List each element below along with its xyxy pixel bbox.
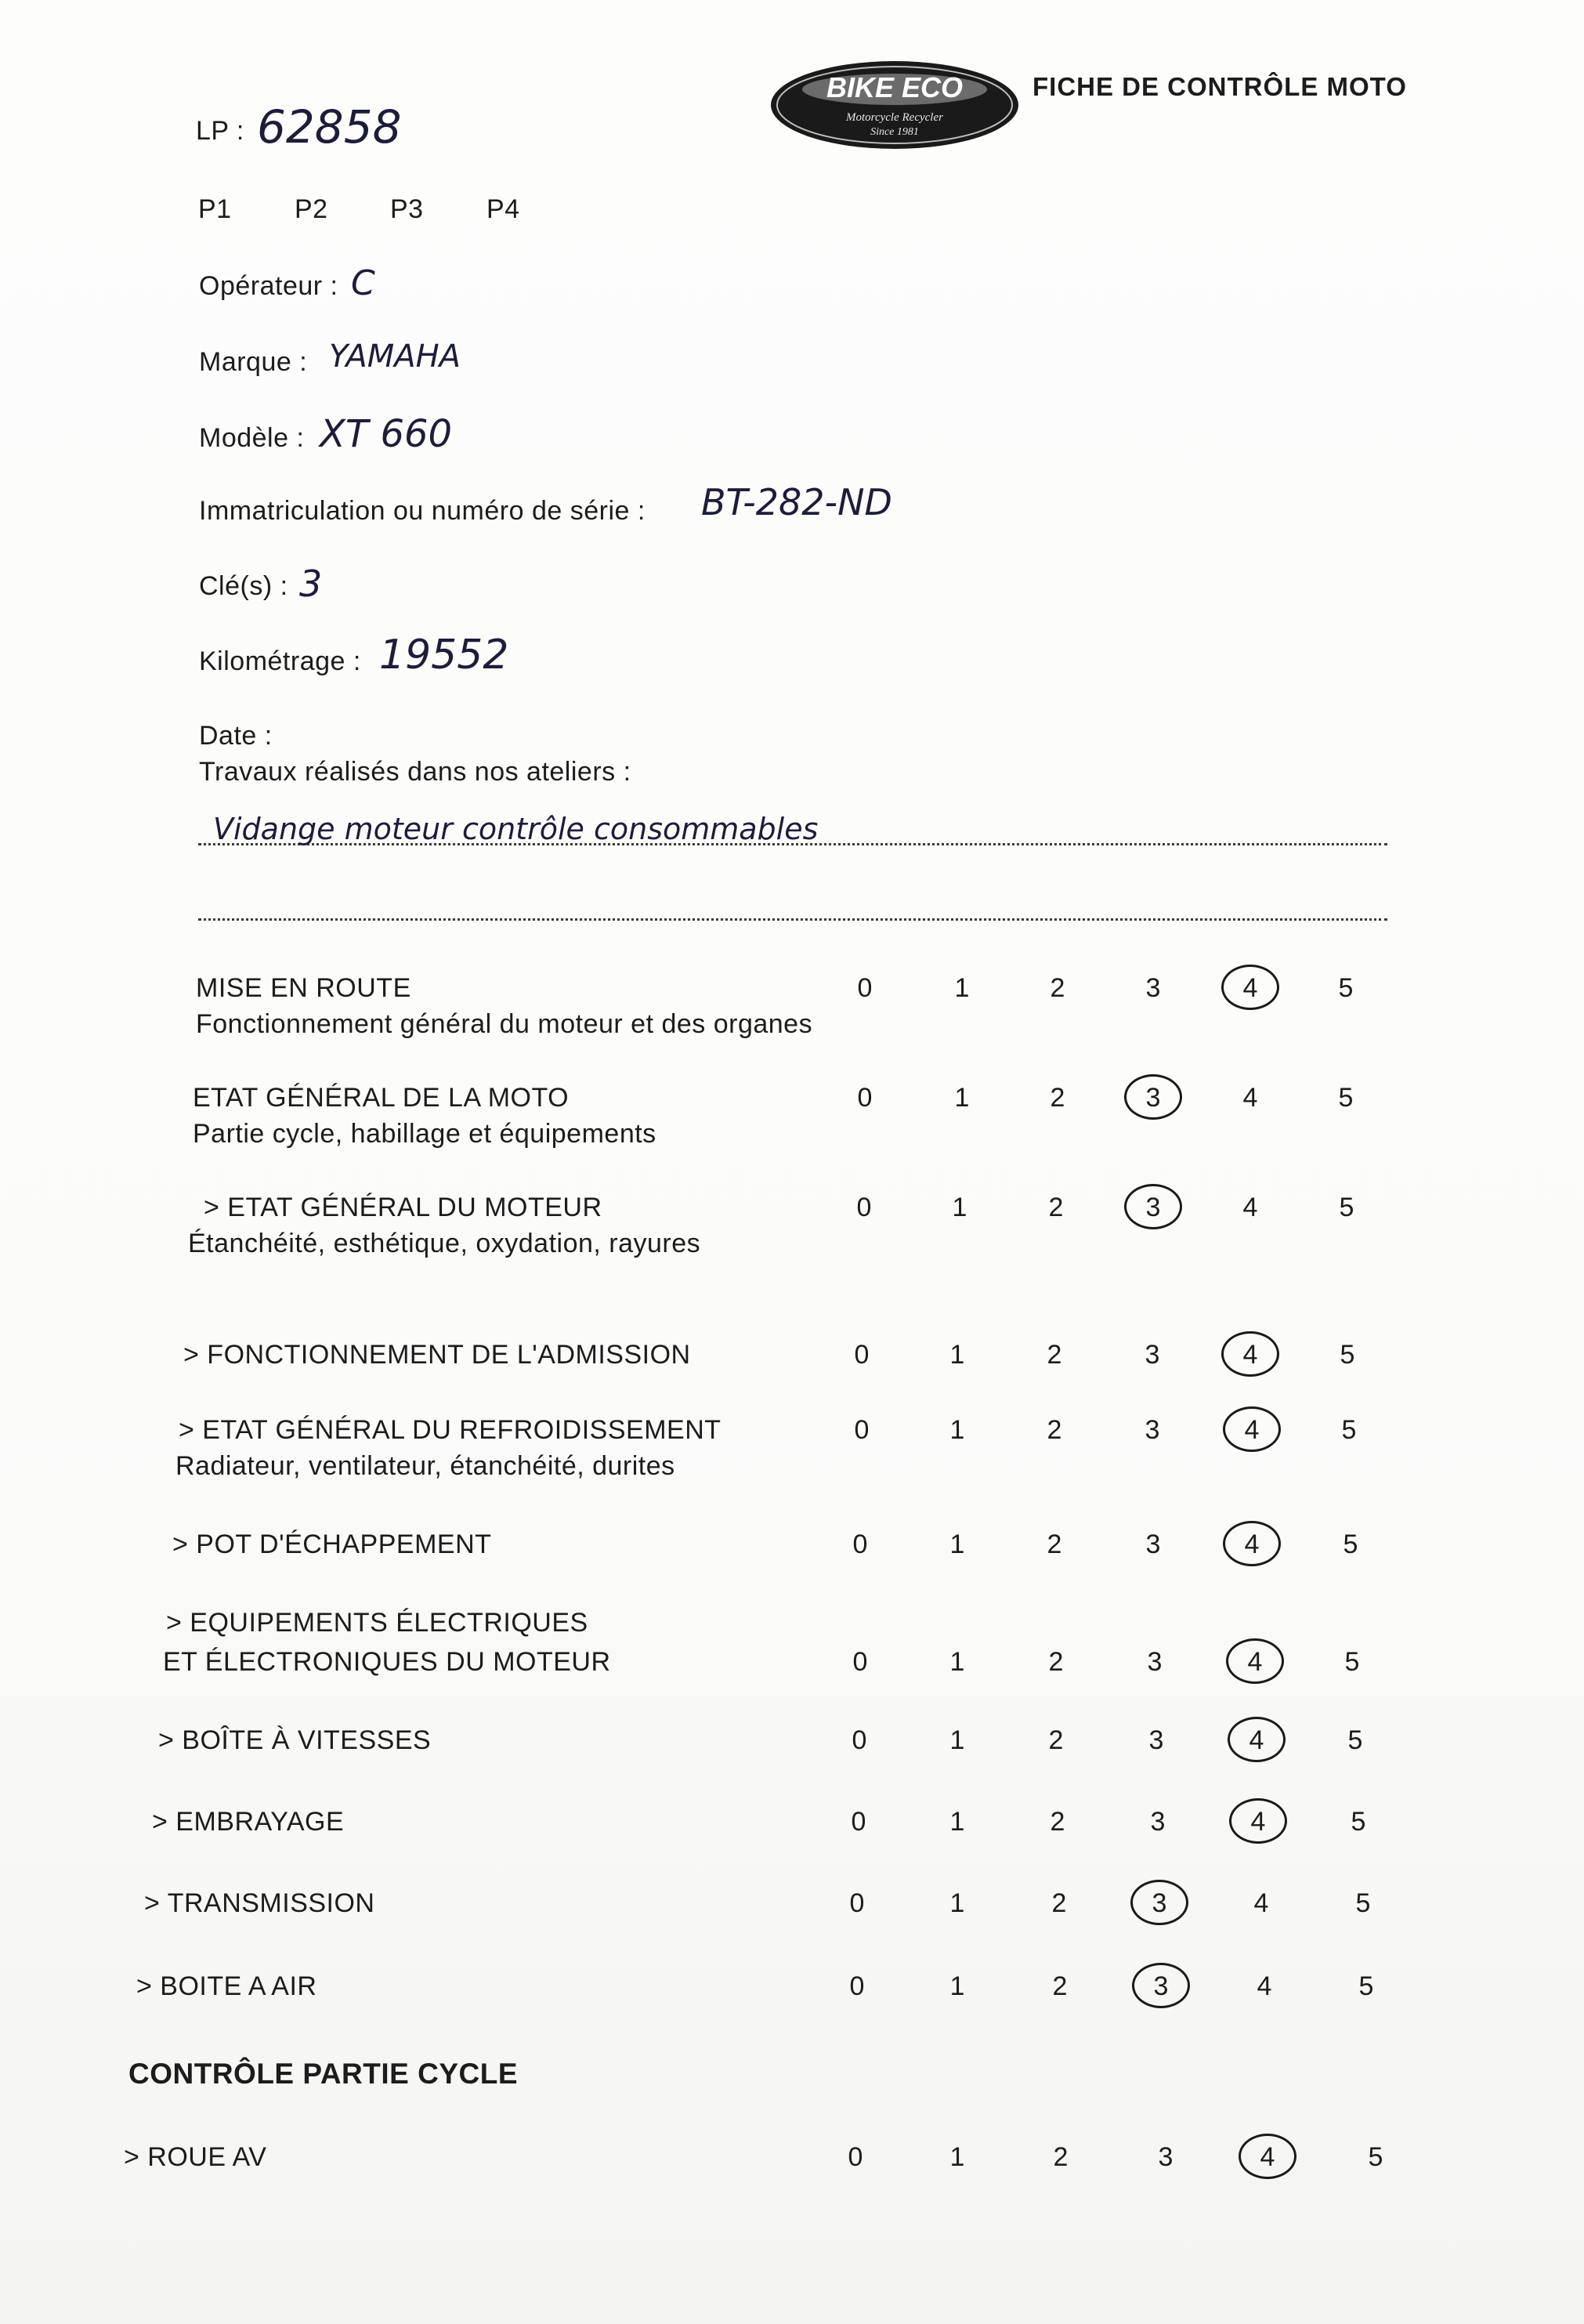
check-row-score-option-0: 0 — [849, 1888, 865, 1918]
check-row-score-option-5: 5 — [1341, 1415, 1357, 1445]
check-row-title: MISE EN ROUTE — [196, 973, 411, 1003]
modele-label: Modèle : — [199, 423, 305, 453]
check-row-selected-circle — [1228, 1717, 1286, 1762]
check-row-selected-circle — [1223, 1521, 1281, 1566]
modele-value: XT 660 — [320, 412, 453, 456]
cycle-check-row-score-option-1: 1 — [949, 2142, 965, 2172]
check-row-score-option-5: 5 — [1351, 1807, 1366, 1837]
check-row-score-option-2: 2 — [1050, 973, 1065, 1003]
cycle-check-row-score-option-5: 5 — [1368, 2142, 1383, 2172]
check-row-score-option-0: 0 — [857, 973, 873, 1003]
check-row-title: > ETAT GÉNÉRAL DU REFROIDISSEMENT — [179, 1415, 721, 1445]
km-value: 19552 — [379, 632, 509, 679]
cycle-check-row-score-option-0: 0 — [848, 2142, 863, 2172]
check-row-score-option-3: 3 — [1145, 1193, 1161, 1222]
travaux-value: Vidange moteur contrôle consommables — [213, 812, 819, 846]
check-row-title: > FONCTIONNEMENT DE L'ADMISSION — [183, 1340, 691, 1370]
check-row-title: > ETAT GÉNÉRAL DU MOTEUR — [204, 1193, 602, 1222]
check-row-score-option-2: 2 — [1051, 1888, 1067, 1918]
check-row-subtitle: ET ÉLECTRONIQUES DU MOTEUR — [163, 1647, 611, 1677]
logo-since: Since 1981 — [870, 126, 919, 138]
check-row-subtitle: Étanchéité, esthétique, oxydation, rayures — [188, 1229, 701, 1258]
check-row-score-option-4: 4 — [1242, 1083, 1258, 1113]
check-row-score-option-4: 4 — [1242, 1193, 1258, 1222]
check-row-score-option-5: 5 — [1339, 1193, 1354, 1222]
check-row-score-option-0: 0 — [852, 1725, 867, 1755]
travaux-label: Travaux réalisés dans nos ateliers : — [199, 757, 631, 787]
cles-label: Clé(s) : — [199, 571, 288, 601]
check-row-score-option-0: 0 — [852, 1529, 868, 1559]
check-row-score-option-5: 5 — [1343, 1529, 1358, 1559]
check-row-score-option-0: 0 — [856, 1193, 872, 1222]
form-title: FICHE DE CONTRÔLE MOTO — [1032, 72, 1407, 101]
check-row-score-option-0: 0 — [854, 1340, 870, 1370]
cycle-check-row-score-option-3: 3 — [1158, 2142, 1174, 2172]
operateur-value: C — [351, 263, 375, 303]
check-row-score-option-4: 4 — [1247, 1647, 1263, 1677]
check-row-score-option-2: 2 — [1050, 1807, 1065, 1837]
check-row-selected-circle — [1130, 1880, 1188, 1925]
check-row-score-option-5: 5 — [1347, 1725, 1363, 1755]
check-row-score-option-1: 1 — [949, 1807, 965, 1837]
check-row-score-option-5: 5 — [1344, 1647, 1360, 1677]
check-row-score-option-4: 4 — [1253, 1888, 1269, 1918]
check-row-score-option-3: 3 — [1145, 1415, 1160, 1445]
check-row-title: ETAT GÉNÉRAL DE LA MOTO — [193, 1083, 570, 1113]
check-row-score-option-2: 2 — [1047, 1529, 1062, 1559]
check-row-selected-circle — [1124, 1074, 1182, 1120]
check-row-score-option-1: 1 — [949, 1971, 965, 2001]
check-row-score-option-1: 1 — [949, 1529, 965, 1559]
check-row-title: > BOITE A AIR — [136, 1971, 317, 2001]
check-row-score-option-2: 2 — [1052, 1971, 1068, 2001]
logo-tagline: Motorcycle Recycler — [846, 111, 943, 124]
check-row-score-option-5: 5 — [1338, 973, 1354, 1003]
check-row-score-option-1: 1 — [949, 1340, 965, 1370]
date-label: Date : — [199, 721, 273, 751]
check-row-score-option-3: 3 — [1147, 1647, 1163, 1677]
check-row-title: > EQUIPEMENTS ÉLECTRIQUES — [166, 1608, 588, 1638]
check-row-score-option-4: 4 — [1244, 1415, 1260, 1445]
cycle-check-row-score-option-2: 2 — [1053, 2142, 1069, 2172]
travaux-line-2 — [198, 918, 1387, 921]
section-title-cycle: CONTRÔLE PARTIE CYCLE — [128, 2058, 518, 2090]
lp-value: 62858 — [257, 100, 402, 154]
check-row-score-option-5: 5 — [1338, 1083, 1354, 1113]
check-row-score-option-3: 3 — [1153, 1971, 1169, 2001]
check-row-score-option-2: 2 — [1048, 1193, 1064, 1222]
check-row-score-option-4: 4 — [1242, 973, 1258, 1003]
position-p3: P3 — [390, 194, 424, 224]
check-row-score-option-1: 1 — [949, 1647, 965, 1677]
check-row-score-option-1: 1 — [952, 1193, 967, 1222]
check-row-score-option-4: 4 — [1242, 1340, 1258, 1370]
check-row-score-option-3: 3 — [1145, 1340, 1160, 1370]
check-row-score-option-5: 5 — [1340, 1340, 1355, 1370]
position-p4: P4 — [486, 194, 520, 224]
immat-value: BT-282-ND — [701, 481, 892, 523]
check-row-selected-circle — [1221, 1331, 1279, 1377]
check-row-score-option-0: 0 — [854, 1415, 870, 1445]
check-row-score-option-4: 4 — [1257, 1971, 1272, 2001]
check-row-score-option-4: 4 — [1249, 1725, 1264, 1755]
check-row-title: > POT D'ÉCHAPPEMENT — [172, 1529, 492, 1559]
check-row-score-option-0: 0 — [852, 1647, 868, 1677]
cycle-check-row-score-option-4: 4 — [1260, 2142, 1275, 2172]
km-label: Kilométrage : — [199, 646, 361, 676]
check-row-selected-circle — [1226, 1638, 1284, 1684]
check-row-title: > TRANSMISSION — [144, 1888, 375, 1918]
check-row-score-option-3: 3 — [1145, 1529, 1161, 1559]
check-row-score-option-3: 3 — [1145, 973, 1161, 1003]
check-row-title: > BOÎTE À VITESSES — [158, 1725, 432, 1755]
check-row-score-option-3: 3 — [1145, 1083, 1161, 1113]
check-row-score-option-3: 3 — [1150, 1807, 1166, 1837]
check-row-selected-circle — [1221, 965, 1279, 1010]
marque-label: Marque : — [199, 347, 308, 377]
cles-value: 3 — [299, 563, 323, 605]
operateur-label: Opérateur : — [199, 271, 338, 301]
lp-label: LP : — [196, 116, 244, 146]
check-row-score-option-1: 1 — [954, 1083, 970, 1113]
immat-label: Immatriculation ou numéro de série : — [199, 496, 646, 526]
check-row-score-option-4: 4 — [1250, 1807, 1266, 1837]
marque-value: YAMAHA — [329, 338, 461, 375]
check-row-selected-circle — [1132, 1963, 1190, 2008]
check-row-score-option-3: 3 — [1148, 1725, 1164, 1755]
check-row-selected-circle — [1229, 1798, 1287, 1844]
check-row-subtitle: Radiateur, ventilateur, étanchéité, durites — [175, 1451, 675, 1481]
cycle-check-row-title: > ROUE AV — [124, 2142, 267, 2172]
check-row-score-option-1: 1 — [954, 973, 970, 1003]
check-row-score-option-4: 4 — [1244, 1529, 1260, 1559]
check-row-score-option-0: 0 — [851, 1807, 866, 1837]
check-row-selected-circle — [1124, 1184, 1182, 1229]
position-p2: P2 — [295, 194, 328, 224]
cycle-check-row-selected-circle — [1239, 2134, 1296, 2179]
check-row-subtitle: Partie cycle, habillage et équipements — [193, 1119, 656, 1149]
check-row-score-option-3: 3 — [1152, 1888, 1167, 1918]
check-row-score-option-2: 2 — [1047, 1340, 1062, 1370]
check-row-score-option-2: 2 — [1048, 1725, 1064, 1755]
check-row-score-option-1: 1 — [949, 1888, 965, 1918]
check-row-score-option-2: 2 — [1048, 1647, 1064, 1677]
position-p1: P1 — [198, 194, 232, 224]
check-row-score-option-5: 5 — [1358, 1971, 1374, 2001]
bike-eco-logo — [769, 58, 1020, 152]
check-row-score-option-0: 0 — [849, 1971, 865, 2001]
check-row-score-option-1: 1 — [949, 1415, 965, 1445]
check-row-score-option-2: 2 — [1050, 1083, 1065, 1113]
check-row-score-option-0: 0 — [857, 1083, 873, 1113]
check-row-subtitle: Fonctionnement général du moteur et des organes — [196, 1009, 813, 1039]
check-row-score-option-2: 2 — [1047, 1415, 1062, 1445]
logo-brand-text: BIKE ECO — [826, 71, 964, 103]
check-row-score-option-5: 5 — [1355, 1888, 1371, 1918]
check-row-title: > EMBRAYAGE — [152, 1807, 345, 1837]
check-row-score-option-1: 1 — [949, 1725, 965, 1755]
check-row-selected-circle — [1223, 1406, 1281, 1452]
